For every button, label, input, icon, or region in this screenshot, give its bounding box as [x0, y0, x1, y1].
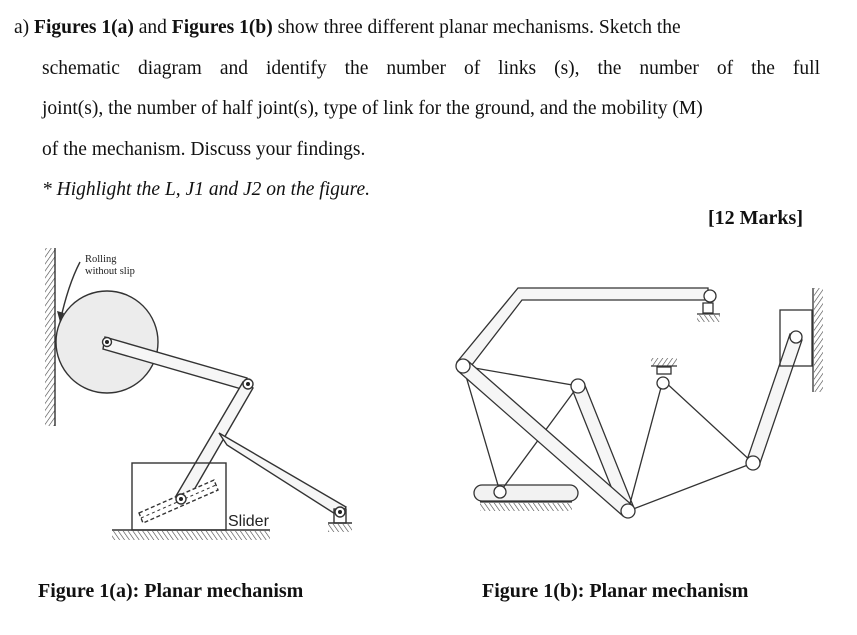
- figure-1a: [45, 248, 352, 540]
- label-slider: Slider: [228, 513, 269, 530]
- figure-1b-reference: Figures 1(b): [171, 17, 273, 38]
- figure-1b-caption: Figure 1(b): Planar mechanism: [482, 580, 749, 602]
- question-line-3: joint(s), the number of half joint(s), type of link for the ground, and the mobility (M): [42, 98, 703, 119]
- joint-top-right: [704, 290, 716, 302]
- top-ground-hatch: [697, 315, 720, 322]
- figure-1a-reference: Figures 1(a): [34, 17, 134, 38]
- question-and: and: [133, 17, 172, 38]
- link-right-slider: [747, 334, 802, 466]
- label-rolling: Rolling: [85, 254, 117, 265]
- link-top-bar: [457, 288, 708, 370]
- question-prefix: a): [14, 17, 35, 38]
- figure-1b: [456, 288, 823, 518]
- right-wall-hatch: [814, 288, 823, 392]
- joint-bottom-middle: [621, 504, 635, 518]
- label-without-slip: without slip: [85, 266, 135, 277]
- ternary-link-right: [628, 380, 753, 511]
- marks-label: [12 Marks]: [708, 207, 803, 229]
- wall-hatch: [45, 248, 55, 426]
- link-branch-to-ground: [219, 433, 346, 517]
- joint-bottom-left: [494, 486, 506, 498]
- question-line-2: schematic diagram and identify the number of links (s), the number of the full: [42, 57, 820, 79]
- right-ground-hatch: [651, 358, 677, 366]
- question-line-4: of the mechanism. Discuss your findings.: [42, 138, 366, 160]
- joint-right-bottom: [746, 456, 760, 470]
- question-note: * Highlight the L, J1 and J2 on the figure.: [42, 179, 371, 200]
- joint-right-slider: [790, 331, 802, 343]
- ground-hatch: [112, 531, 270, 540]
- joint-left: [456, 359, 470, 373]
- ground-pivot-hatch: [328, 524, 352, 532]
- question-line-1-rest: show three different planar mechanisms. Sketch the: [272, 17, 681, 38]
- figure-1a-caption: Figure 1(a): Planar mechanism: [38, 580, 304, 602]
- joint-right-ground: [657, 377, 669, 389]
- joint-middle-top: [571, 379, 585, 393]
- bottom-slider-block: [474, 485, 578, 501]
- bottom-ground-hatch: [480, 503, 572, 511]
